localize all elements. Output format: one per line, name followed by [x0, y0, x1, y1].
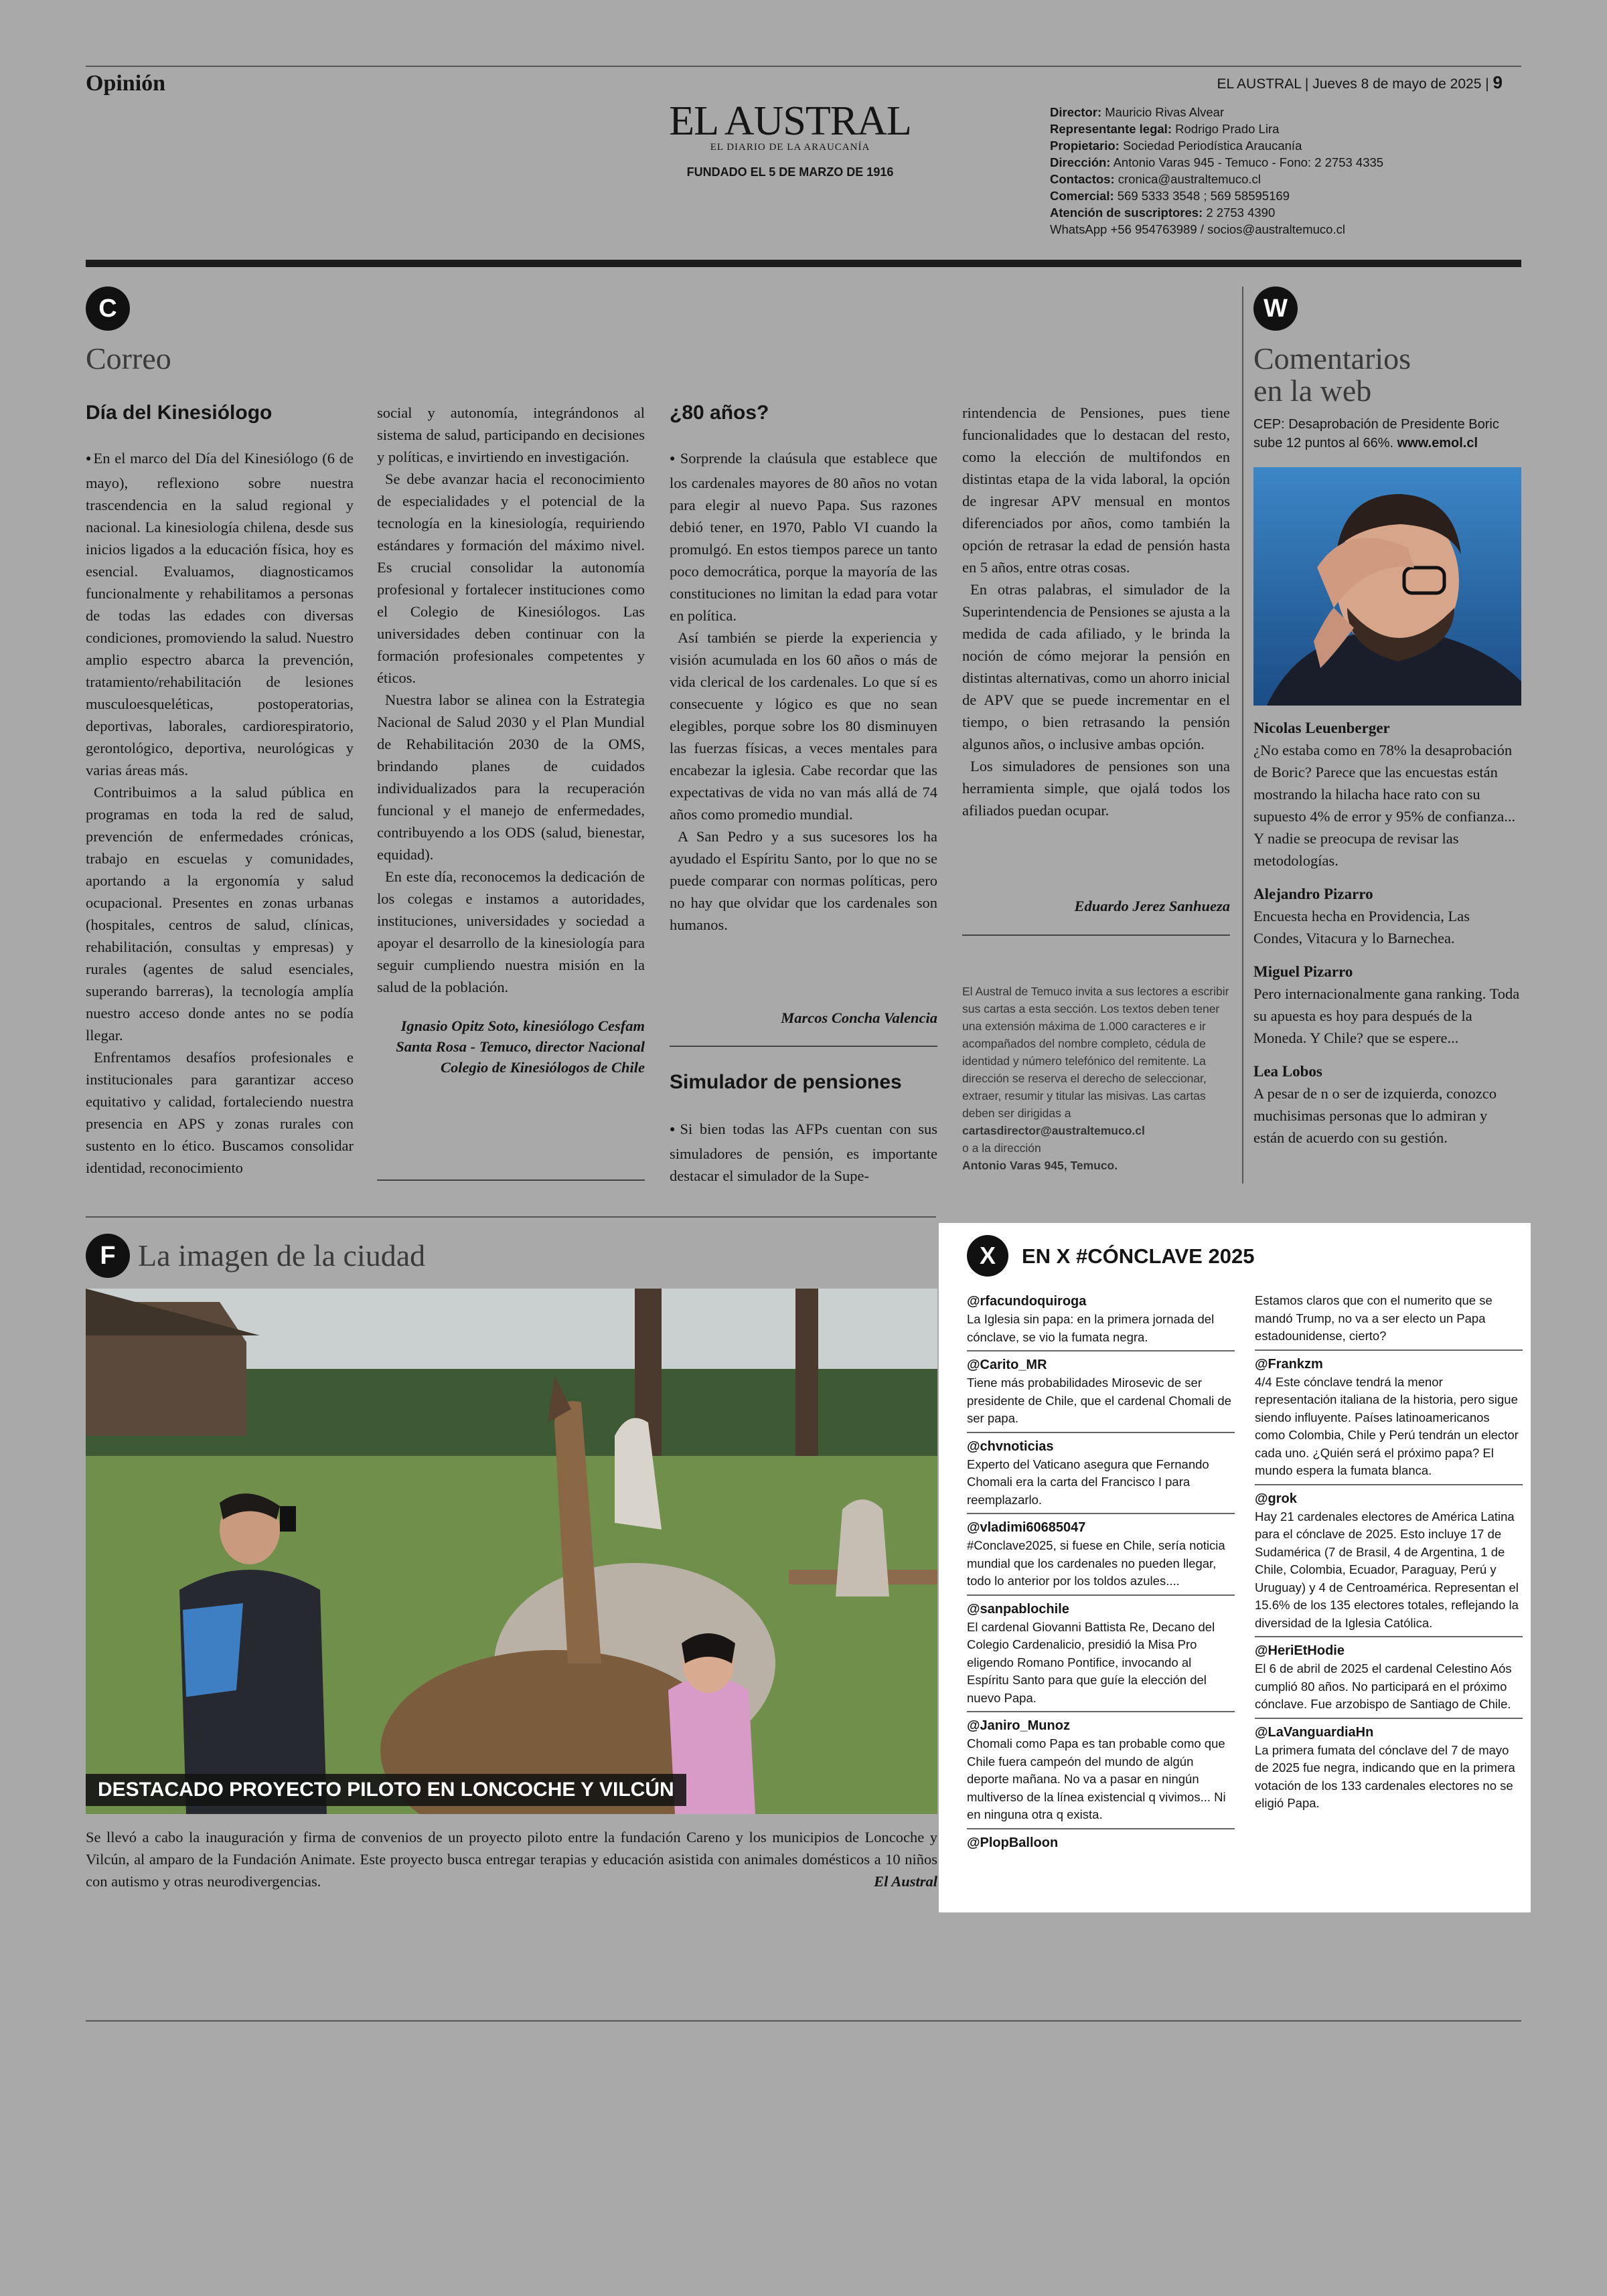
comentarios-title-2: en la web — [1253, 374, 1372, 408]
comment-author: Miguel Pizarro — [1253, 963, 1353, 980]
x-post-text: La Iglesia sin papa: en la primera jornada del cónclave, se vio la fumata negra. — [967, 1312, 1215, 1344]
ochenta-p1: ● Sorprende la claúsula que establece que los cardenales mayores de 80 años no votan para elegir al nuevo Papa. Sus razones debió tener, en 1970, Pablo VI cuando la promulgó. En estos tiempos parece un tanto poco democrática, porque la mayoría de las constituciones no limitan la edad para votar en política. — [670, 447, 937, 627]
pensiones-col4 — [962, 402, 1230, 821]
middle-rule — [86, 1216, 936, 1218]
x-post — [1255, 1723, 1523, 1817]
masthead-info-label: Director: — [1050, 105, 1102, 119]
kinesiologo-p5: Se debe avanzar hacia el reconocimiento de especialidades y el potencial de la tecnología en la kinesiología, requiriendo estándares y formación del máximo nivel. Es crucial consolidar la autonomía profesional y fortalecer instituciones como el Colegio de Kinesiólogos. Las universidades deben continuar con la formación profesionales competentes y éticos. — [377, 471, 645, 686]
x-post-text: El cardenal Giovanni Battista Re, Decano del Colegio Cardenalicio, presidió la Misa Pro eligendo Romano Pontifice, invocando al Espíritu Santo para que guíe la elección del nuevo Papa. — [967, 1619, 1215, 1705]
masthead-info-line — [1050, 221, 1492, 238]
comment-text: Encuesta hecha en Providencia, Las Condes, Vitacura y lo Barnechea. — [1253, 908, 1470, 947]
boric-photo — [1253, 467, 1521, 706]
x-post-text: La primera fumata del cónclave del 7 de mayo de 2025 fue negra, indicando que en la primera votación de los 133 cardenales electores no se eligió Papa. — [1255, 1742, 1515, 1810]
comment-text: Pero internacionalmente gana ranking. Toda su apuesta es hoy para después de la Moneda. Y Chile? que se espere... — [1253, 985, 1520, 1046]
masthead-info — [1050, 104, 1492, 238]
kinesiologo-signature: Ignasio Opitz Soto, kinesiólogo Cesfam Santa Rosa - Temuco, director Nacional Colegio de Kinesiólogos de Chile — [396, 1017, 645, 1076]
masthead-info-line — [1050, 204, 1492, 221]
masthead-info-label: Representante legal: — [1050, 122, 1172, 136]
x-post — [1255, 1355, 1523, 1485]
masthead-info-line — [1050, 104, 1492, 120]
x-post — [1255, 1641, 1523, 1719]
x-post-text: Experto del Vaticano asegura que Fernando Chomali era la carta del Francisco I para reemplazarlo. — [967, 1457, 1209, 1507]
kinesiologo-col2 — [377, 402, 645, 1078]
x-post-text: Tiene más probabilidades Mirosevic de ser presidente de Chile, que el cardenal Chomali de ser papa. — [967, 1376, 1231, 1425]
comentarios-badge: W — [1253, 286, 1298, 331]
masthead-info-value: Antonio Varas 945 - Temuco - Fono: 2 2753 4335 — [1113, 155, 1384, 169]
pensiones-col3 — [670, 1118, 937, 1187]
masthead-info-label: Propietario: — [1050, 139, 1120, 153]
masthead-info-value: Mauricio Rivas Alvear — [1105, 105, 1225, 119]
city-photo — [86, 1289, 937, 1814]
date-line — [1217, 72, 1503, 93]
comment-item — [1253, 884, 1521, 949]
comments-separator — [1242, 286, 1243, 1183]
masthead-info-value: cronica@australtemuco.cl — [1118, 172, 1261, 186]
comment-text: A pesar de n o ser de izquierda, conozco muchisimas personas que lo admiran y están de acuerdo con su gestión. — [1253, 1085, 1497, 1146]
comment-item — [1253, 1061, 1521, 1149]
kinesiologo-p7: En este día, reconocemos la dedicación de los colegas e instamos a autoridades, instituciones, universidades y sociedad a apoyar el desarrollo de la kinesiología para seguir cumpliendo nuestra misión en la salud de la población. — [377, 868, 645, 995]
logo: EL AUSTRAL — [669, 98, 911, 144]
x-left-col — [967, 1292, 1235, 1860]
kinesiologo-p2: Contribuimos a la salud pública en programas en toda la red de salud, prevención de enfermedades crónicas, trabajo en escuelas y comunidades, aportando a la ergonomía y salud ocupacional. Presentes en zonas urbanas (hospitales, centros de salud, clínicas, rehabilitación, consultas y empresas) y rurales (agentes de salud esenciales, superando barreras), la tecnología amplía nuestro acceso donde antes no se podía llegar. — [86, 784, 354, 1044]
pensiones-end-rule — [962, 934, 1230, 936]
ochenta-p2: Así también se pierde la experiencia y visión acumulada en los 60 años o más de vida clerical de los cardenales. Lo que sí es consecuente y lógico es que no sean elegibles, porque sobre los 80 disminuyen las fuerzas físicas, a veces mentales para encabezar la iglesia. Cabe recordar que las expectativas de vida no van más allá de 74 años como promedio mundial. — [670, 629, 937, 823]
comment-item — [1253, 961, 1521, 1049]
x-post — [967, 1833, 1235, 1856]
top-rule — [86, 66, 1521, 67]
masthead-info-label: Atención de suscriptores: — [1050, 206, 1203, 220]
x-post — [1255, 1292, 1523, 1351]
letters-note-address-pre: o a la dirección — [962, 1141, 1041, 1155]
x-post — [967, 1437, 1235, 1515]
imagen-title: La imagen de la ciudad — [138, 1238, 426, 1273]
pensiones-signature: Eduardo Jerez Sanhueza — [1074, 898, 1230, 914]
masthead-info-line — [1050, 171, 1492, 187]
photo-caption-text: Se llevó a cabo la inauguración y firma de convenios de un proyecto piloto entre la fundación Careno y los municipios de Loncoche y Vilcún, al amparo de la Fundación Animate. Este proyecto busca entregar terapias y educación asistida con animales domésticos a 10 niños con autismo y otras neurodivergencias. — [86, 1829, 937, 1890]
x-post-handle[interactable]: @Janiro_Munoz — [967, 1718, 1070, 1733]
masthead-info-line — [1050, 187, 1492, 204]
x-post-handle[interactable]: @Frankzm — [1255, 1356, 1323, 1372]
x-post-text: 4/4 Este cónclave tendrá la menor representación italiana de la historia, pero sigue siendo influyente. Países latinoamericanos como Colombia, Chile y Perú tendrán un elector cada uno. ¿Quién será el próximo papa? El mundo espera la fumata blanca. — [1255, 1374, 1519, 1477]
correo-title: Correo — [86, 341, 171, 376]
comment-author: Lea Lobos — [1253, 1063, 1322, 1080]
x-post — [967, 1292, 1235, 1351]
x-badge: X — [967, 1235, 1008, 1277]
header-thick-rule — [86, 260, 1521, 267]
photo-caption-overlay: DESTACADO PROYECTO PILOTO EN LONCOCHE Y VILCÚN — [86, 1774, 686, 1806]
masthead-info-value: WhatsApp +56 954763989 / socios@australtemuco.cl — [1050, 222, 1345, 236]
x-post-handle[interactable]: @chvnoticias — [967, 1439, 1054, 1454]
photo-caption — [86, 1826, 937, 1892]
masthead-info-line — [1050, 154, 1492, 171]
masthead-info-label: Comercial: — [1050, 189, 1114, 203]
imagen-badge: F — [86, 1234, 130, 1278]
founded: FUNDADO EL 5 DE MARZO DE 1916 — [686, 165, 894, 179]
x-post-handle[interactable]: @grok — [1255, 1491, 1297, 1506]
kinesiologo-p3: Enfrentamos desafíos profesionales e institucionales para garantizar acceso equitativo y calidad, fortaleciendo nuestra presencia en APS y zonas rurales con sustento en lo ético. Buscamos consolidar identidad, reconocimiento — [86, 1049, 354, 1176]
x-post — [1255, 1489, 1523, 1638]
x-post-handle[interactable]: @sanpablochile — [967, 1601, 1069, 1617]
ochenta-body — [670, 447, 937, 936]
x-post — [967, 1600, 1235, 1713]
pensiones-p2: rintendencia de Pensiones, pues tiene funcionalidades que lo destacan del resto, como la elección de multifondos en distintas etapa de la vida laboral, la opción de ingresar APV mensual en montos diferenciados por años, como también la opción de retrasar la edad de pensión hasta en 5 años, entre otras cosas. — [962, 404, 1230, 576]
masthead-info-value: 569 5333 3548 ; 569 58595169 — [1117, 189, 1290, 203]
col2-end-rule — [377, 1179, 645, 1181]
comentarios-title-1: Comentarios — [1253, 341, 1411, 376]
x-post-handle[interactable]: @vladimi60685047 — [967, 1520, 1086, 1535]
ochenta-headline: ¿80 años? — [670, 402, 769, 424]
comment-item — [1253, 718, 1521, 872]
logo-sub: EL DIARIO DE LA ARAUCANÍA — [710, 142, 870, 153]
ochenta-signature: Marcos Concha Valencia — [781, 1009, 937, 1026]
x-post — [967, 1716, 1235, 1829]
x-title: EN X #CÓNCLAVE 2025 — [1022, 1244, 1255, 1268]
masthead-info-label: Dirección: — [1050, 155, 1111, 169]
ochenta-end-rule — [670, 1046, 937, 1047]
comentarios-lead-text: CEP: Desaprobación de Presidente Boric sube 12 puntos al 66%. — [1253, 417, 1499, 450]
masthead-info-value: Rodrigo Prado Lira — [1175, 122, 1280, 136]
pensiones-p3: En otras palabras, el simulador de la Superintendencia de Pensiones se ajusta a la medida de cada afiliado, y le brinda la noción de cómo mejorar la pensión en distintas alternativas, como un ahorro inicial de APV que se puede incrementar en el tiempo, o bien retrasando la pensión algunos años, o inclusive ambas opción. — [962, 581, 1230, 752]
comentarios-list — [1253, 718, 1521, 1149]
x-post — [967, 1356, 1235, 1433]
comment-text: ¿No estaba como en 78% la desaprobación de Boric? Parece que las encuestas están mostrando la hilacha hace rato con su supuesto 4% de error y 95% de confianza... Y nadie se preocupa de revisar las metodologías. — [1253, 742, 1516, 869]
x-post-handle[interactable]: @rfacundoquiroga — [967, 1294, 1087, 1309]
letters-note — [962, 983, 1230, 1174]
masthead-info-label: Contactos: — [1050, 172, 1115, 186]
kinesiologo-p6: Nuestra labor se alinea con la Estrategia Nacional de Salud 2030 y el Plan Mundial de Rehabilitación 2030 de la OMS, brindando planes de cuidados individualizados para la recuperación funcional y el manejo de enfermedades, contribuyendo a los ODS (salud, bienestar, equidad). — [377, 691, 645, 863]
kinesiologo-p4: social y autonomía, integrándonos al sistema de salud, participando en decisiones y políticas, e invirtiendo en investigación. — [377, 404, 645, 465]
letters-note-email[interactable]: cartasdirector@australtemuco.cl — [962, 1124, 1145, 1137]
pensiones-headline: Simulador de pensiones — [670, 1071, 902, 1093]
paper-date: EL AUSTRAL | Jueves 8 de mayo de 2025 | — [1217, 76, 1489, 92]
x-post-text: Estamos claros que con el numerito que se mandó Trump, no va a ser electo un Papa estadounidense, cierto? — [1255, 1293, 1493, 1343]
boric-photo-svg — [1253, 467, 1521, 706]
letters-note-text: El Austral de Temuco invita a sus lectores a escribir sus cartas a esta sección. Los textos deben tener una extensión máxima de 1.000 caracteres e ir acompañados del nombre completo, cédula de identidad y número telefónico del remitente. La dirección se reserva el derecho de seleccionar, extraer, resumir y titular las misivas. Las cartas deben ser dirigidas a — [962, 985, 1229, 1120]
x-post-handle[interactable]: @LaVanguardiaHn — [1255, 1724, 1374, 1740]
correo-badge: C — [86, 286, 130, 331]
pensiones-p1: ● Si bien todas las AFPs cuentan con sus simuladores de pensión, es importante destacar el simulador de la Supe- — [670, 1118, 937, 1187]
pensiones-p4: Los simuladores de pensiones son una herramienta simple, que ojalá todos los afiliados puedan ocupar. — [962, 758, 1230, 819]
masthead-info-value: 2 2753 4390 — [1206, 206, 1276, 220]
masthead-info-line — [1050, 137, 1492, 154]
masthead-logo — [636, 100, 944, 179]
x-post-text: Hay 21 cardenales electores de América Latina para el cónclave de 2025. Esto incluye 17 de Sudamérica (7 de Brasil, 4 de Argentina, 1 de Chile, Colombia, Ecuador, Paraguay, Perú y Uruguay) y 4 de Centroamérica. Representan el 15.6% de los 135 electores totales, reflejando la diversidad de la Iglesia Católica. — [1255, 1509, 1519, 1630]
city-photo-svg — [86, 1289, 937, 1814]
comentarios-lead — [1253, 415, 1521, 453]
x-box — [939, 1223, 1531, 1912]
x-post-text: Chomali como Papa es tan probable como que Chile fuera campeón del mundo de algún deporte mañana. No va a pasar en ningún multiverso de la línea existencial q vivimos... Ni en ninguna otra q exista. — [967, 1736, 1226, 1821]
kinesiologo-p1: ● En el marco del Día del Kinesiólogo (6 de mayo), reflexiono sobre nuestra trascendencia en la salud regional y nacional. La kinesiología chilena, desde sus inicios ligados a la educación física, hoy es esencial. Evaluamos, diagnosticamos funcionalmente y rehabilitamos a personas de todas las edades con diversas condiciones, promoviendo la salud. Nuestro amplio espectro abarca la prevención, tratamiento/rehabilitación de lesiones musculoesqueléticas, postoperatorias, deportivas, laborales, cardiorespiratorio, gerontológico, deportiva, neurológicas y varias áreas más. — [86, 447, 354, 781]
comentarios-title — [1253, 343, 1411, 407]
bottom-rule — [86, 2020, 1521, 2022]
masthead-info-value: Sociedad Periodística Araucanía — [1122, 139, 1302, 153]
x-post-handle[interactable]: @HeriEtHodie — [1255, 1643, 1345, 1658]
kinesiologo-headline: Día del Kinesiólogo — [86, 402, 273, 424]
x-post — [967, 1518, 1235, 1596]
x-post-handle[interactable]: @PlopBalloon — [967, 1835, 1059, 1850]
x-post-text: #Conclave2025, si fuese en Chile, sería noticia mundial que los cardenales no pueden llegar, todo lo anterior por los toldos azules.... — [967, 1538, 1225, 1588]
letters-note-address: Antonio Varas 945, Temuco. — [962, 1159, 1118, 1172]
page-number: 9 — [1493, 72, 1503, 92]
comment-author: Alejandro Pizarro — [1253, 886, 1373, 902]
comentarios-lead-site[interactable]: www.emol.cl — [1397, 436, 1478, 450]
ochenta-p3: A San Pedro y a sus sucesores los ha ayudado el Espíritu Santo, por lo que no se puede comparar con normas políticas, pero no hay que olvidar que los cardenales son humanos. — [670, 828, 937, 933]
x-post-text: El 6 de abril de 2025 el cardenal Celestino Aós cumplió 80 años. No participará en el próximo cónclave. Fue arzobispo de Santiago de Chile. — [1255, 1661, 1512, 1711]
x-right-col — [1255, 1292, 1523, 1821]
photo-credit: El Austral — [874, 1873, 937, 1890]
masthead-info-line — [1050, 120, 1492, 137]
comment-author: Nicolas Leuenberger — [1253, 720, 1390, 736]
x-post-handle[interactable]: @Carito_MR — [967, 1358, 1047, 1372]
kinesiologo-col1 — [86, 447, 354, 1179]
section-label: Opinión — [86, 71, 166, 96]
